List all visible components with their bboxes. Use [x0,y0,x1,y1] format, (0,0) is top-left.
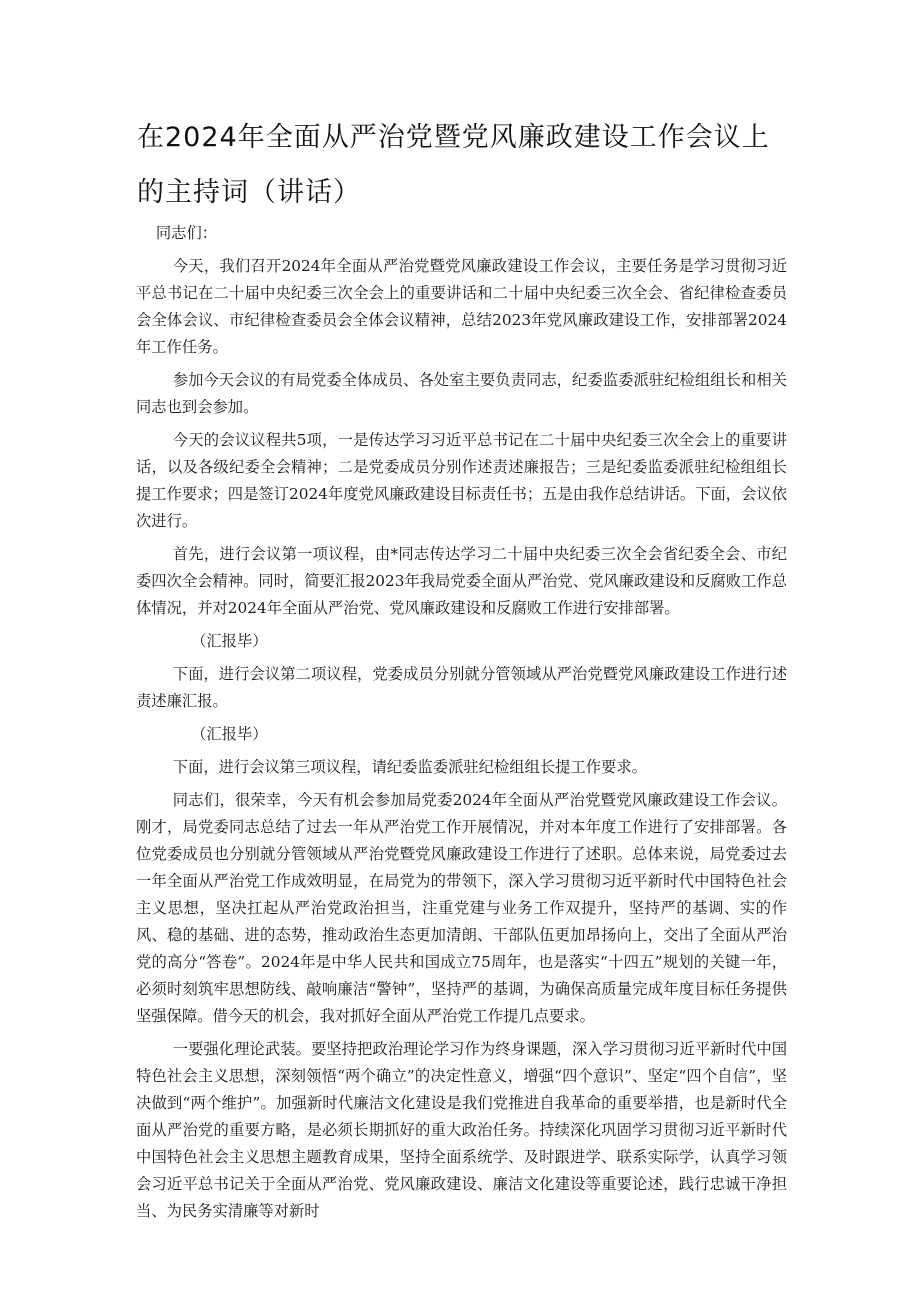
paragraph: 首先，进行会议第一项议程，由*同志传达学习二十届中央纪委三次全会省纪委全会、市纪委四次全会精神。同时，简要汇报2023年我局党委全面从严治党、党风廉政建设和反腐败工作总体情况，并对2024年全面从严治党、党风廉政建设和反腐败工作进行安排部署。 [136,545,787,617]
salutation: 同志们： [155,224,218,242]
paragraph: 下面，进行会议第二项议程，党委成员分别就分管领域从严治党暨党风廉政建设工作进行述责述廉汇报。 [136,665,787,710]
paragraph: 今天，我们召开2024年全面从严治党暨党风廉政建设工作会议，主要任务是学习贯彻习近平总书记在二十届中央纪委三次全会上的重要讲话和二十届中央纪委三次全会、省纪律检查委员会全体会议、市纪律检查委员会全体会议精神，总结2023年党风廉政建设工作，安排部署2024年工作任务。 [136,257,787,356]
document-body [136,220,787,1231]
paragraph: 今天的会议议程共5项，一是传达学习习近平总书记在二十届中央纪委三次全会上的重要讲话，以及各级纪委全会精神；二是党委成员分别作述责述廉报告；三是纪委监委派驻纪检组组长提工作要求；四是签订2024年度党风廉政建设目标责任书；五是由我作总结讲话。下面，会议依次进行。 [136,431,787,530]
report-complete-note: （汇报毕） [191,725,268,743]
document-title: 在2024年全面从严治党暨党风廉政建设工作会议上的主持词（讲话） [137,122,770,208]
paragraph: 下面，进行会议第三项议程，请纪委监委派驻纪检组组长提工作要求。 [172,758,647,776]
paragraph: 参加今天会议的有局党委全体成员、各处室主要负责同志，纪委监委派驻纪检组组长和相关同志也到会参加。 [136,371,787,416]
paragraph: 同志们，很荣幸，今天有机会参加局党委2024年全面从严治党暨党风廉政建设工作会议。刚才，局党委同志总结了过去一年从严治党工作开展情况，并对本年度工作进行了安排部署。各位党委成员也分别就分管领域从严治党暨党风廉政建设工作进行了述职。总体来说，局党委过去一年全面从严治党工作成效明显，在局党为的带领下，深入学习贯彻习近平新时代中国特色社会主义思想，坚决扛起从严治党政治担当，注重党建与业务工作双提升，坚持严的基调、实的作风、稳的基础、进的态势，推动政治生态更加清朗、干部队伍更加昂扬向上，交出了全面从严治党的高分“答卷”。2024年是中华人民共和国成立75周年，也是落实“十四五”规划的关键一年，必须时刻筑牢思想防线、敲响廉洁“警钟”，坚持严的基调，为确保高质量完成年度目标任务提供坚强保障。借今天的机会，我对抓好全面从严治党工作提几点要求。 [136,791,787,1025]
paragraph: 一要强化理论武装。要坚持把政治理论学习作为终身课题，深入学习贯彻习近平新时代中国特色社会主义思想，深刻领悟“两个确立”的决定性意义，增强“四个意识”、坚定“四个自信”，坚决做到“两个维护”。加强新时代廉洁文化建设是我们党推进自我革命的重要举措，也是新时代全面从严治党的重要方略，是必须长期抓好的重大政治任务。持续深化巩固学习贯彻习近平新时代中国特色社会主义思想主题教育成果，坚持全面系统学、及时跟进学、联系实际学，认真学习领会习近平总书记关于全面从严治党、党风廉政建设、廉洁文化建设等重要论述，践行忠诚干净担当、为民务实清廉等对新时 [136,1040,787,1220]
report-complete-note: （汇报毕） [191,632,268,650]
